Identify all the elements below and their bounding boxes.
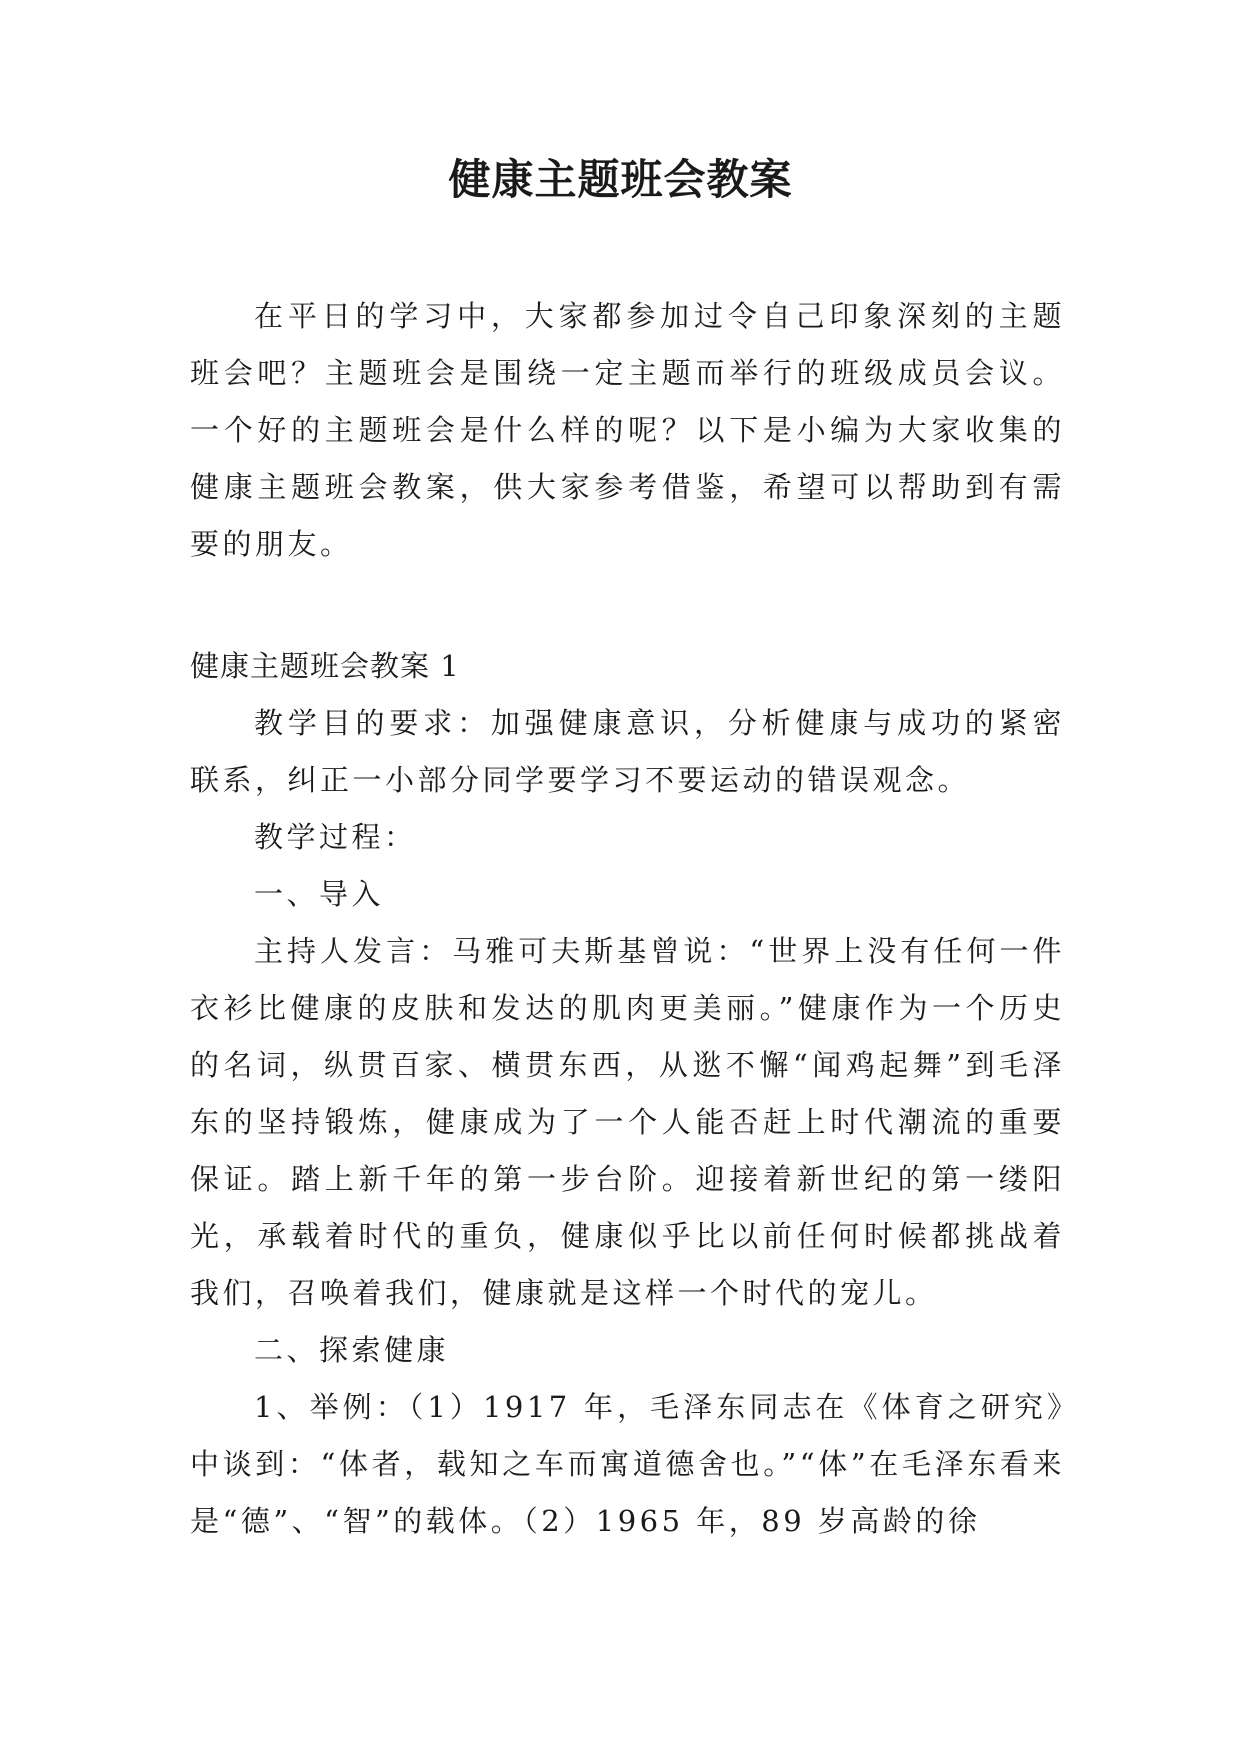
host-speech-paragraph: 主持人发言：马雅可夫斯基曾说：“世界上没有任何一件衣衫比健康的皮肤和发达的肌肉更美丽。”健康作为一个历史的名词，纵贯百家、横贯东西，从逖不懈“闻鸡起舞”到毛泽东的坚持锻炼，健康成为了一个人能否赶上时代潮流的重要保证。踏上新千年的第一步台阶。迎接着新世纪的第一缕阳光，承载着时代的重负，健康似乎比以前任何时候都挑战着我们，召唤着我们，健康就是这样一个时代的宠儿。 bbox=[190, 934, 1065, 1310]
section-heading: 健康主题班会教案 1 bbox=[190, 649, 460, 683]
examples-paragraph: 1、举例：（1）1917 年，毛泽东同志在《体育之研究》中谈到：“体者，载知之车而寓道德舍也。”“体”在毛泽东看来是“德”、“智”的载体。（2）1965 年，89 岁高龄的徐 bbox=[190, 1390, 1065, 1538]
process-label: 教学过程： bbox=[254, 820, 417, 854]
intro-paragraph: 在平日的学习中，大家都参加过令自己印象深刻的主题班会吧？主题班会是围绕一定主题而举行的班级成员会议。一个好的主题班会是什么样的呢？以下是小编为大家收集的健康主题班会教案，供大家参考借鉴，希望可以帮助到有需要的朋友。 bbox=[190, 299, 1065, 561]
part-heading-intro: 一、导入 bbox=[254, 877, 385, 911]
document-title: 健康主题班会教案 bbox=[448, 155, 793, 204]
objective-paragraph: 教学目的要求：加强健康意识，分析健康与成功的紧密联系，纠正一小部分同学要学习不要运动的错误观念。 bbox=[190, 706, 1065, 797]
part-heading-explore: 二、探索健康 bbox=[254, 1333, 450, 1367]
document-body bbox=[190, 288, 1065, 1550]
